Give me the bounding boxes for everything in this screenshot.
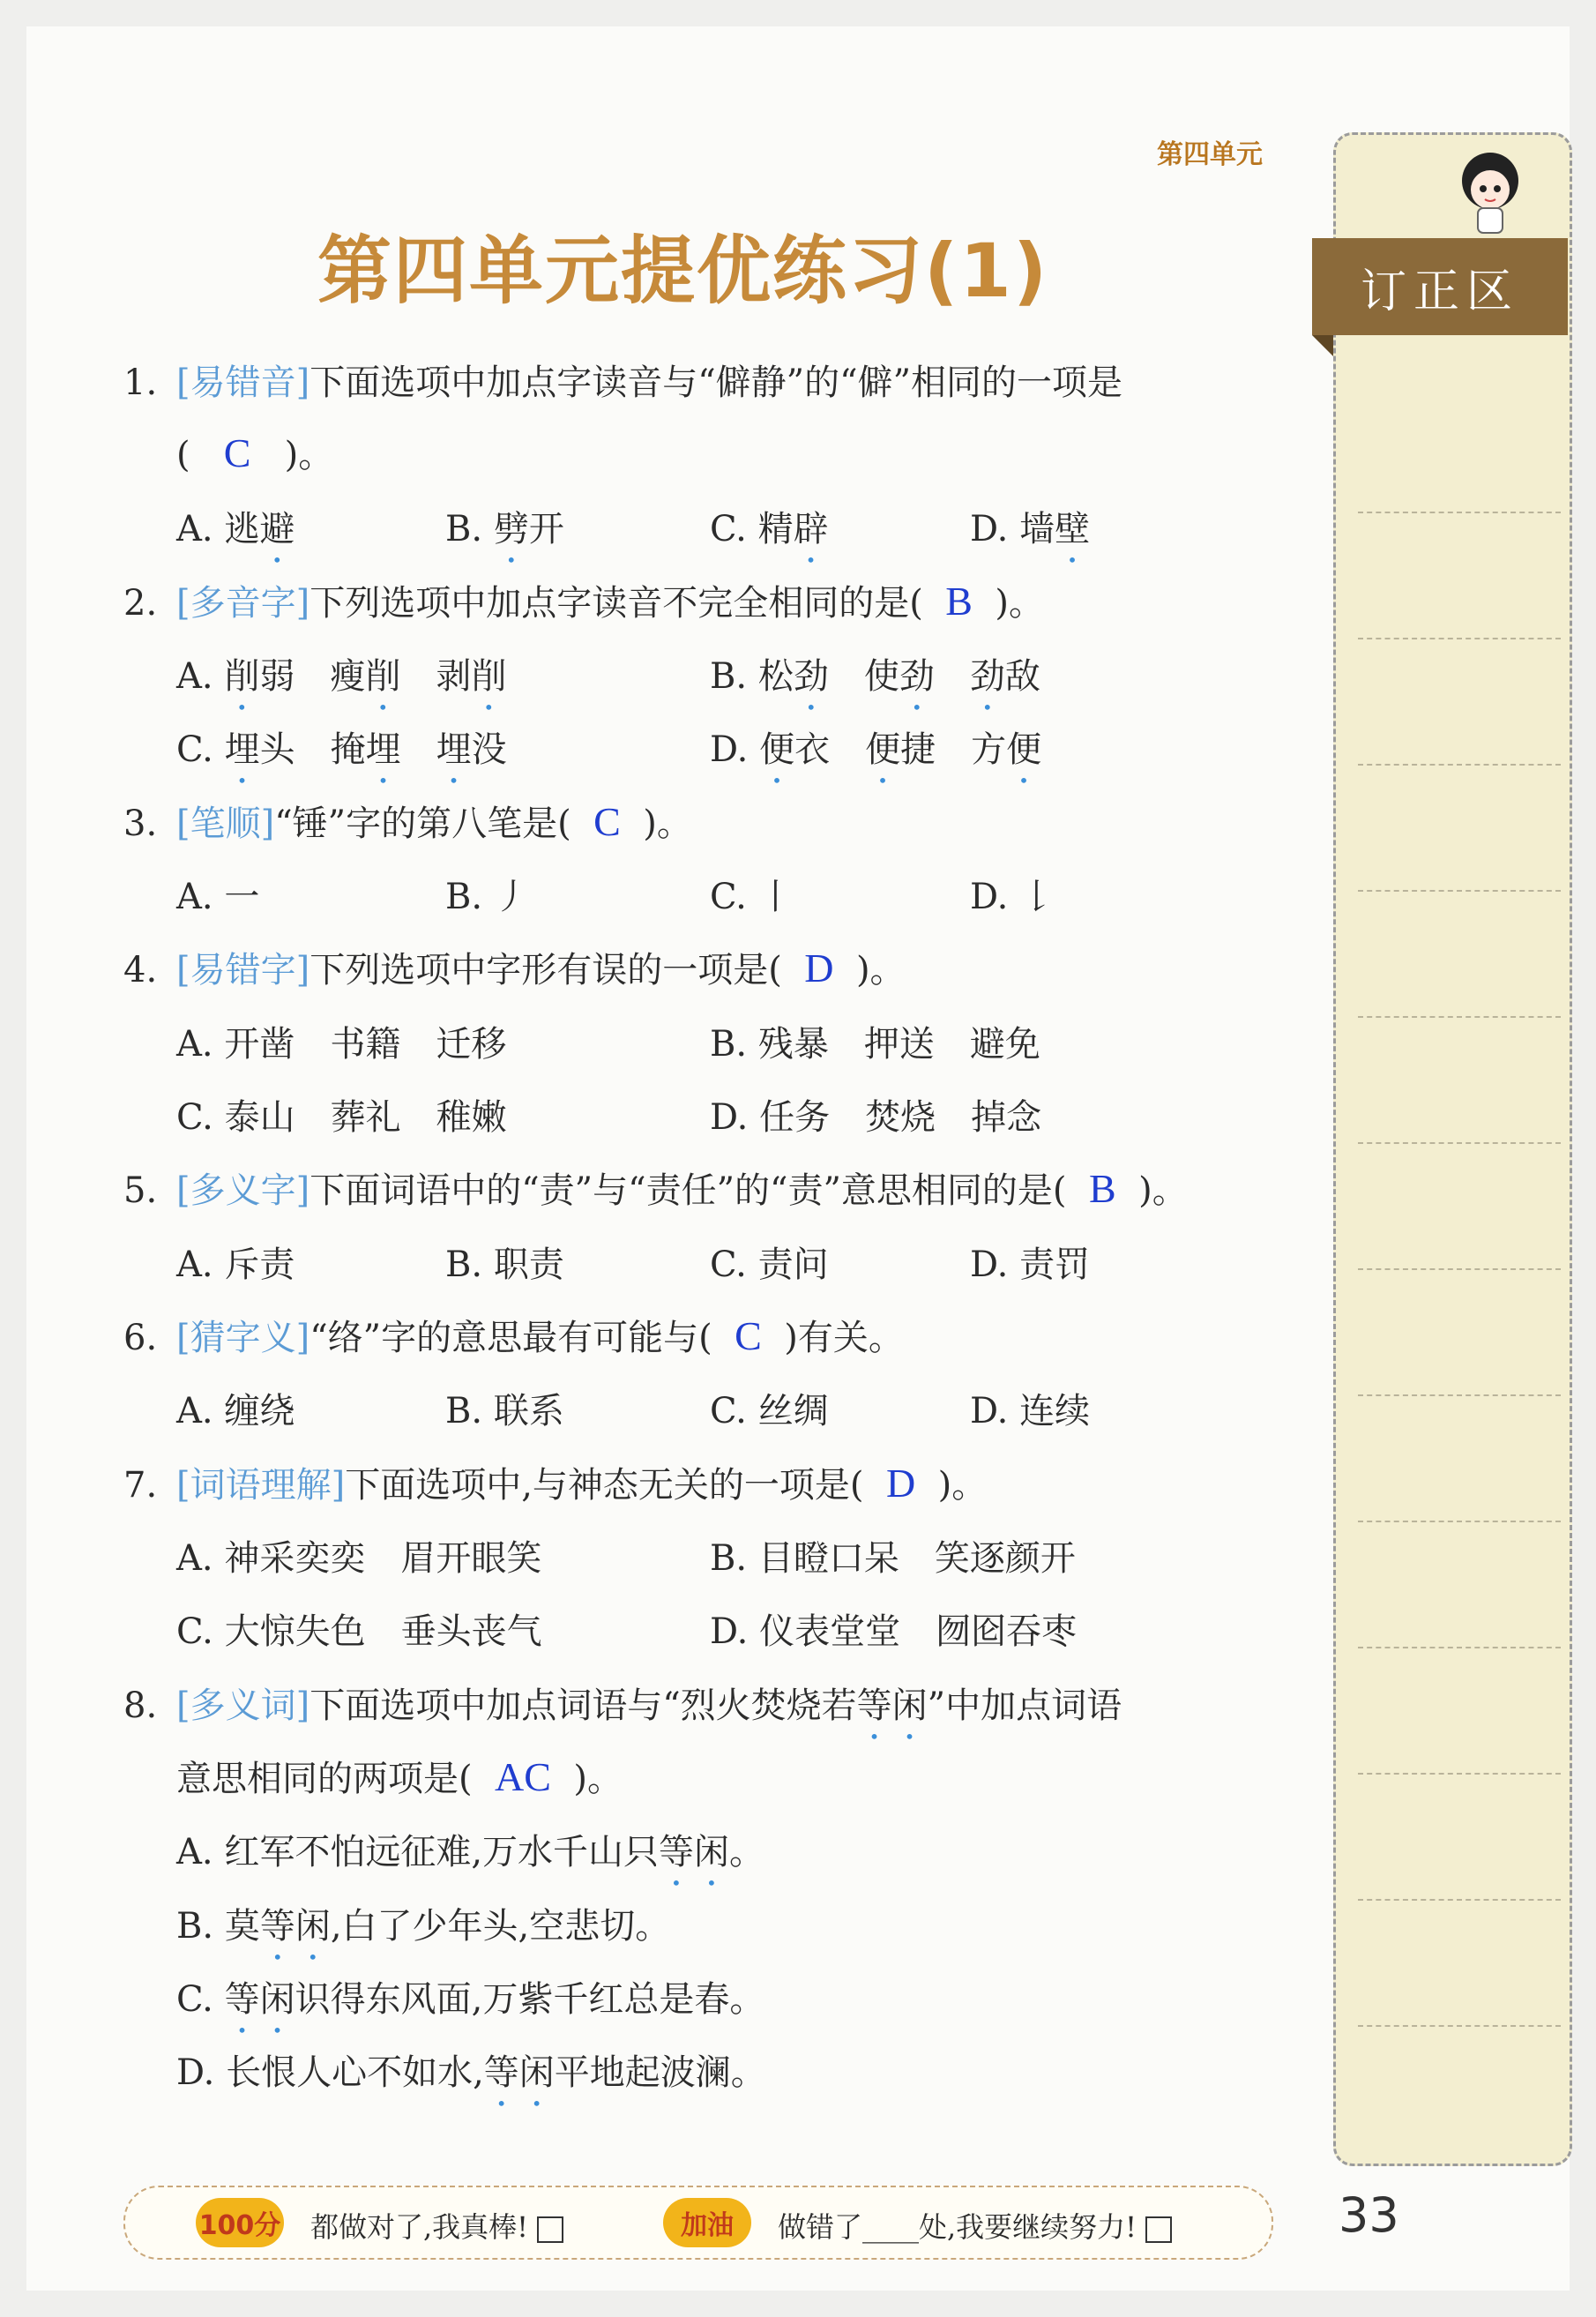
question-6: 6. [猜字义]“络”字的意思最有可能与( C )有关。 <box>123 1313 904 1358</box>
option-c: C. 责问 <box>710 1244 829 1285</box>
answer: D <box>804 945 834 990</box>
option-b: B. 残暴 押送 避免 <box>710 1024 1040 1065</box>
option-d: D. 连续 <box>970 1391 1091 1431</box>
question-2: 2. [多音字]下列选项中加点字读音不完全相同的是( B )。 <box>123 579 1044 624</box>
question-tag: [词语理解] <box>176 1465 346 1506</box>
answer: C <box>593 799 621 844</box>
question-tag: [笔顺] <box>176 803 275 844</box>
question-tag: [多义字] <box>176 1170 310 1211</box>
option-d: D. 墙壁 <box>970 509 1091 549</box>
question-tag: [易错音] <box>176 362 310 403</box>
option-b: B. 松劲 使劲 劲敌 <box>710 656 1040 697</box>
option-b: B. 职责 <box>445 1244 564 1285</box>
option-c: C. 埋头 掩埋 埋没 <box>176 729 507 770</box>
question-1: 1. [易错音]下面选项中加点字读音与“僻静”的“僻”相同的一项是 <box>123 362 1123 403</box>
option-d: D. 责罚 <box>970 1244 1091 1285</box>
full-score-badge: 100分 <box>196 2198 284 2247</box>
question-tag: [多义词] <box>176 1685 310 1726</box>
option-a: A. 缠绕 <box>176 1391 295 1431</box>
option-a: A. 斥责 <box>176 1244 295 1285</box>
option-d: D. 便衣 便捷 方便 <box>710 729 1042 770</box>
option-a: A. 开凿 书籍 迁移 <box>176 1024 507 1065</box>
checkbox[interactable] <box>537 2216 563 2243</box>
question-7: 7. [词语理解]下面选项中,与神态无关的一项是( D )。 <box>123 1461 988 1506</box>
option-a: A. 红军不怕远征难,万水千山只等闲。 <box>176 1832 765 1872</box>
answer: AC <box>495 1754 551 1799</box>
option-d: D. 𠄌 <box>970 877 1055 917</box>
self-assessment-bar <box>123 2186 1273 2260</box>
option-a: A. 一 <box>176 877 260 917</box>
question-1-answer-line: ( C )。 <box>176 430 334 475</box>
answer: B <box>1088 1166 1116 1211</box>
question-tag: [多音字] <box>176 583 310 624</box>
option-c: C. 丝绸 <box>710 1391 829 1431</box>
self-check-all-correct: 都做对了,我真棒! <box>310 2205 563 2246</box>
option-c: C. 等闲识得东风面,万紫千红总是春。 <box>176 1979 765 2020</box>
answer: B <box>945 579 973 624</box>
option-b: B. 莫等闲,白了少年头,空悲切。 <box>176 1906 671 1947</box>
page-title: 第四单元提优练习(1) <box>317 228 1049 314</box>
cartoon-girl-icon <box>1446 141 1534 238</box>
checkbox[interactable] <box>1145 2216 1172 2243</box>
answer: C <box>735 1313 762 1358</box>
option-c: C. 丨 <box>710 877 794 917</box>
option-b: B. 劈开 <box>445 509 564 549</box>
self-check-mistakes: 做错了____处,我要继续努力! <box>778 2205 1172 2246</box>
option-c: C. 大惊失色 垂头丧气 <box>176 1611 542 1652</box>
option-b: B. 丿 <box>445 877 529 917</box>
option-b: B. 目瞪口呆 笑逐颜开 <box>710 1538 1076 1579</box>
option-d: D. 任务 焚烧 掉念 <box>710 1097 1042 1138</box>
question-tag: [易错字] <box>176 950 310 990</box>
unit-label: 第四单元 <box>1157 139 1263 170</box>
option-a: A. 削弱 瘦削 剥削 <box>176 656 507 697</box>
question-3: 3. [笔顺]“锤”字的第八笔是( C )。 <box>123 799 692 844</box>
question-4: 4. [易错字]下列选项中字形有误的一项是( D )。 <box>123 945 906 990</box>
cheer-badge: 加油 <box>663 2198 751 2247</box>
question-5: 5. [多义字]下面词语中的“责”与“责任”的“责”意思相同的是( B )。 <box>123 1166 1188 1211</box>
question-8-answer-line: 意思相同的两项是( AC )。 <box>176 1754 623 1799</box>
page-number: 33 <box>1339 2187 1399 2243</box>
option-d: D. 仪表堂堂 囫囵吞枣 <box>710 1611 1078 1652</box>
option-c: C. 泰山 葬礼 稚嫩 <box>176 1097 507 1138</box>
option-a: A. 神采奕奕 眉开眼笑 <box>176 1538 542 1579</box>
question-8: 8. [多义词]下面选项中加点词语与“烈火焚烧若等闲”中加点词语 <box>123 1685 1122 1726</box>
correction-lines <box>1358 512 1561 2151</box>
option-c: C. 精辟 <box>710 509 829 549</box>
option-a: A. 逃避 <box>176 509 295 549</box>
answer: D <box>885 1461 916 1506</box>
option-d: D. 长恨人心不如水,等闲平地起波澜。 <box>176 2052 766 2093</box>
option-b: B. 联系 <box>445 1391 564 1431</box>
answer: C <box>223 430 251 475</box>
question-tag: [猜字义] <box>176 1318 310 1358</box>
correction-tab: 订正区 <box>1312 238 1568 335</box>
